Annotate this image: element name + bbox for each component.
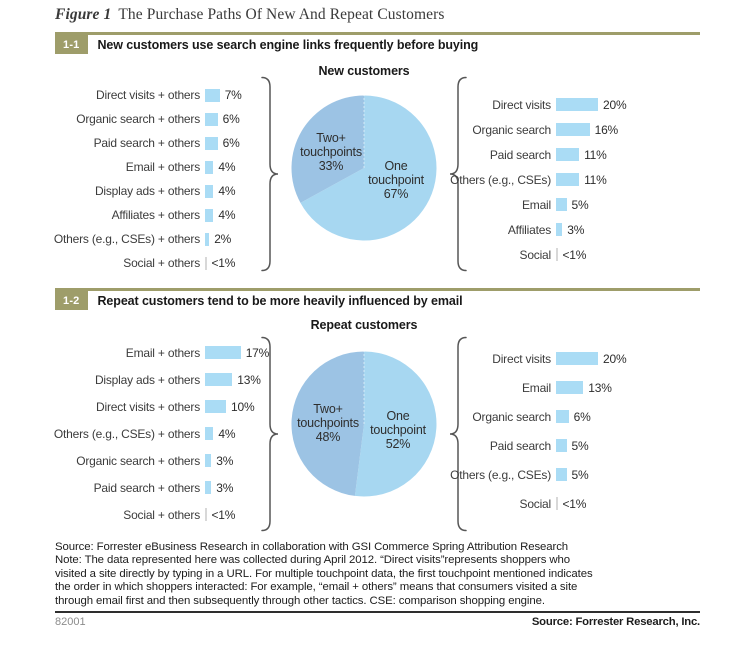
bar xyxy=(556,497,558,510)
bar xyxy=(556,410,569,423)
section-badge: 1-1 xyxy=(55,35,88,54)
bar xyxy=(205,346,241,359)
bar-value: 17% xyxy=(245,345,270,360)
bar-row xyxy=(442,344,626,373)
bar-value: 6% xyxy=(222,112,240,126)
bar-row xyxy=(42,366,269,393)
bar-group-repeat-single-touchpoint xyxy=(442,344,626,518)
bar-label: Social xyxy=(519,247,551,262)
pie-slice-label: One touchpoint 52% xyxy=(370,409,426,451)
pie-title-repeat-customers: Repeat customers xyxy=(310,318,418,332)
section-header-1-1 xyxy=(55,32,700,54)
bar-row xyxy=(42,131,242,155)
bar-label: Others (e.g., CSEs) xyxy=(450,467,551,482)
section-header-1-2 xyxy=(55,288,700,310)
section-heading: Repeat customers tend to be more heavily influenced by email xyxy=(97,294,463,308)
bar-label: Affiliates + others xyxy=(111,208,200,222)
bar xyxy=(556,98,598,111)
bar-row xyxy=(42,83,242,107)
footnotes xyxy=(55,541,710,608)
bar-label: Social xyxy=(519,496,551,511)
bar-group-new-multi-touchpoint xyxy=(42,83,242,275)
bar-value: 4% xyxy=(218,184,236,198)
bar xyxy=(205,400,226,413)
pie-title-new-customers: New customers xyxy=(318,64,410,78)
bar-value: 6% xyxy=(222,136,240,150)
document-number: 82001 xyxy=(55,616,86,628)
bar xyxy=(556,381,583,394)
bar-value: 5% xyxy=(571,438,589,453)
bar xyxy=(556,173,579,186)
bar-value: 2% xyxy=(214,232,232,246)
bar-label: Display ads + others xyxy=(94,184,200,198)
bar-row xyxy=(42,203,242,227)
bar xyxy=(556,148,579,161)
figure-title-text: The Purchase Paths Of New And Repeat Customers xyxy=(118,6,445,23)
bar xyxy=(205,209,213,222)
bar-label: Organic search + others xyxy=(76,453,200,468)
figure-title xyxy=(55,6,445,24)
bar xyxy=(205,89,220,102)
bar-value: 3% xyxy=(567,222,585,237)
bar-label: Organic search + others xyxy=(76,112,200,126)
bar xyxy=(205,233,209,246)
bar-label: Display ads + others xyxy=(94,372,200,387)
note-line: visited a site directly by typing in a URL. For multiple touchpoint data, the first touchpoint mentioned indicates xyxy=(55,567,593,580)
pie-slice-label: One touchpoint 67% xyxy=(368,159,424,201)
bar-label: Social + others xyxy=(123,256,200,270)
bar xyxy=(205,508,207,521)
bar-row xyxy=(442,142,626,167)
bar-value: 11% xyxy=(584,172,607,187)
bar-value: <1% xyxy=(562,247,587,262)
bar xyxy=(556,248,558,261)
bar-value: 13% xyxy=(237,372,261,387)
bar-row xyxy=(442,373,626,402)
footer xyxy=(55,616,700,628)
bar-value: 3% xyxy=(216,453,234,468)
bar-row xyxy=(442,92,626,117)
bar xyxy=(556,439,567,452)
bar-value: <1% xyxy=(211,256,236,270)
bar-label: Email + others xyxy=(125,345,200,360)
footer-source: Source: Forrester Research, Inc. xyxy=(531,616,700,628)
bar-row xyxy=(42,420,269,447)
bar xyxy=(556,352,598,365)
bar-value: 4% xyxy=(218,426,236,441)
bar-value: 20% xyxy=(603,351,627,366)
bar-row xyxy=(42,474,269,501)
bar xyxy=(556,198,567,211)
bar-label: Email xyxy=(521,380,551,395)
bar-row xyxy=(42,393,269,420)
bar-row xyxy=(442,402,626,431)
brace-left-new xyxy=(259,76,281,272)
section-heading: New customers use search engine links frequently before buying xyxy=(97,38,479,52)
bar-label: Organic search xyxy=(472,122,551,137)
bar-label: Paid search + others xyxy=(93,480,200,495)
bar-label: Direct visits + others xyxy=(96,88,200,102)
footer-rule xyxy=(55,611,700,613)
bar-row xyxy=(442,167,626,192)
bar-label: Others (e.g., CSEs) + others xyxy=(53,426,200,441)
bar xyxy=(205,137,218,150)
bar-label: Paid search xyxy=(489,438,551,453)
bar-label: Affiliates xyxy=(507,222,551,237)
note-line: Note: The data represented here was collected during April 2012. “Direct visits”represents shoppers who xyxy=(55,554,570,567)
bar-value: 13% xyxy=(588,380,612,395)
bar-row xyxy=(442,431,626,460)
bar-value: 5% xyxy=(571,197,589,212)
bar-value: 6% xyxy=(573,409,591,424)
bar-row xyxy=(42,227,242,251)
bar-value: 4% xyxy=(218,160,236,174)
bar-value: <1% xyxy=(211,507,236,522)
source-line: Source: Forrester eBusiness Research in collaboration with GSI Commerce Spring Attribution Research xyxy=(55,541,569,553)
bar-value: 20% xyxy=(603,97,627,112)
bar-row xyxy=(42,179,242,203)
pie-slice-label: Two+ touchpoints 33% xyxy=(300,131,362,173)
bar-row xyxy=(442,192,626,217)
section-badge: 1-2 xyxy=(55,291,88,310)
bar-label: Email xyxy=(521,197,551,212)
bar-label: Direct visits xyxy=(492,97,551,112)
bar-label: Others (e.g., CSEs) + others xyxy=(53,232,200,246)
bar-row xyxy=(442,489,626,518)
bar-row xyxy=(442,117,626,142)
brace-left-repeat xyxy=(259,336,281,532)
bar-label: Direct visits xyxy=(492,351,551,366)
bar-label: Paid search xyxy=(489,147,551,162)
bar-value: 5% xyxy=(571,467,589,482)
bar-label: Paid search + others xyxy=(93,136,200,150)
bar-label: Others (e.g., CSEs) xyxy=(450,172,551,187)
bar-label: Social + others xyxy=(123,507,200,522)
bar-row xyxy=(42,155,242,179)
bar-row xyxy=(42,107,242,131)
bar xyxy=(556,468,567,481)
bar-value: 11% xyxy=(584,147,607,162)
bar-row xyxy=(42,251,242,275)
bar-row xyxy=(442,217,626,242)
pie-new-customers xyxy=(291,95,437,241)
bar-value: <1% xyxy=(562,496,587,511)
pie-repeat-customers xyxy=(291,351,437,497)
bar-row xyxy=(42,501,269,528)
bar-row xyxy=(442,460,626,489)
pie-slice-label: Two+ touchpoints 48% xyxy=(297,402,359,444)
bar-row xyxy=(442,242,626,267)
bar xyxy=(205,373,232,386)
bar-row xyxy=(42,447,269,474)
bar xyxy=(205,113,218,126)
bar-group-new-single-touchpoint xyxy=(442,92,626,267)
note-line: through email first and then subsequently through other tactics. CSE: comparison shopping engine. xyxy=(55,594,545,607)
bar xyxy=(205,185,213,198)
bar-value: 16% xyxy=(594,122,619,137)
bar xyxy=(556,123,590,136)
bar-label: Direct visits + others xyxy=(96,399,200,414)
note-line: the order in which shoppers interacted: For example, “email + others” means that consumers visited a site xyxy=(55,581,578,594)
bar-value: 3% xyxy=(216,480,234,495)
bar xyxy=(205,257,207,270)
bar xyxy=(205,454,211,467)
bar-value: 10% xyxy=(231,399,255,414)
bar xyxy=(205,161,213,174)
bar xyxy=(205,481,211,494)
bar-label: Organic search xyxy=(472,409,551,424)
bar-group-repeat-multi-touchpoint xyxy=(42,339,269,528)
bar xyxy=(205,427,213,440)
figure-number: Figure 1 xyxy=(55,6,112,23)
bar xyxy=(556,223,562,236)
bar-value: 4% xyxy=(218,208,236,222)
bar-label: Email + others xyxy=(125,160,200,174)
bar-row xyxy=(42,339,269,366)
bar-value: 7% xyxy=(224,88,242,102)
